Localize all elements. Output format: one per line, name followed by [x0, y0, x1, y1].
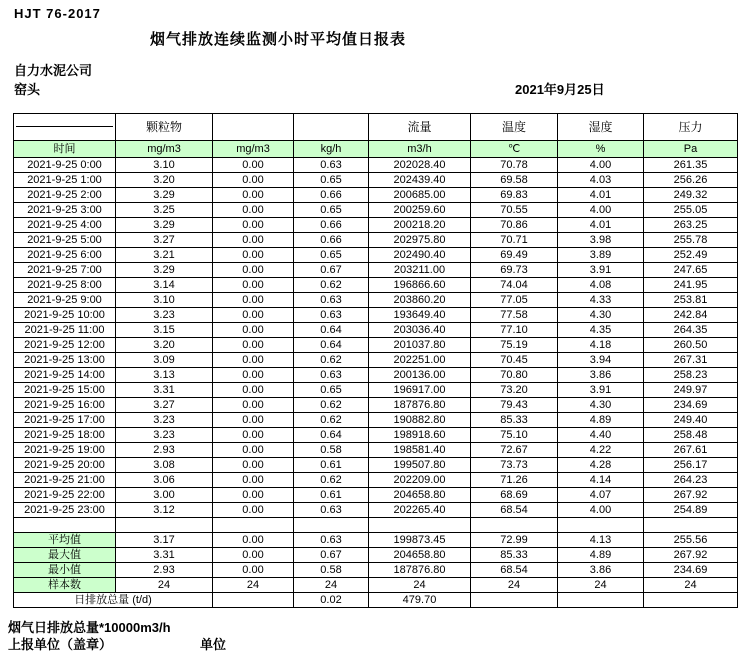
value-cell: 3.89	[558, 248, 644, 263]
value-cell: 187876.80	[369, 398, 471, 413]
value-cell: 70.80	[471, 368, 558, 383]
value-cell: 0.66	[294, 233, 369, 248]
value-cell: 4.28	[558, 458, 644, 473]
col-group-empty-2	[294, 114, 369, 141]
value-cell: 0.62	[294, 398, 369, 413]
time-cell: 2021-9-25 17:00	[14, 413, 116, 428]
summary-label: 最小值	[14, 563, 116, 578]
summary-value-cell: 24	[471, 578, 558, 593]
value-cell: 196866.60	[369, 278, 471, 293]
table-row	[14, 458, 738, 473]
value-cell: 0.66	[294, 188, 369, 203]
time-cell: 2021-9-25 19:00	[14, 443, 116, 458]
report-title: 烟气排放连续监测小时平均值日报表	[150, 31, 407, 48]
value-cell: 0.00	[213, 338, 294, 353]
value-cell: 200218.20	[369, 218, 471, 233]
daily-total-row	[14, 593, 738, 608]
value-cell: 196917.00	[369, 383, 471, 398]
value-cell: 70.86	[471, 218, 558, 233]
time-cell: 2021-9-25 9:00	[14, 293, 116, 308]
value-cell: 3.13	[116, 368, 213, 383]
value-cell: 0.65	[294, 173, 369, 188]
summary-value-cell: 0.00	[213, 533, 294, 548]
value-cell: 267.92	[644, 488, 738, 503]
value-cell: 0.62	[294, 278, 369, 293]
summary-value-cell: 24	[294, 578, 369, 593]
value-cell: 75.19	[471, 338, 558, 353]
value-cell: 4.00	[558, 203, 644, 218]
monitoring-point: 窑头	[14, 82, 41, 97]
value-cell: 0.64	[294, 428, 369, 443]
value-cell: 77.10	[471, 323, 558, 338]
value-cell: 256.26	[644, 173, 738, 188]
summary-value-cell: 68.54	[471, 563, 558, 578]
table-row	[14, 368, 738, 383]
value-cell: 247.65	[644, 263, 738, 278]
time-cell: 2021-9-25 11:00	[14, 323, 116, 338]
value-cell: 263.25	[644, 218, 738, 233]
value-cell: 241.95	[644, 278, 738, 293]
time-cell: 2021-9-25 6:00	[14, 248, 116, 263]
col-group-temperature: 温度	[471, 114, 558, 141]
value-cell: 202028.40	[369, 158, 471, 173]
summary-value-cell: 24	[116, 578, 213, 593]
value-cell: 0.00	[213, 368, 294, 383]
value-cell: 234.69	[644, 398, 738, 413]
value-cell: 0.66	[294, 218, 369, 233]
value-cell: 267.31	[644, 353, 738, 368]
summary-value-cell: 85.33	[471, 548, 558, 563]
table-row	[14, 353, 738, 368]
value-cell: 4.00	[558, 158, 644, 173]
value-cell: 0.00	[213, 173, 294, 188]
value-cell: 256.17	[644, 458, 738, 473]
value-cell: 3.91	[558, 263, 644, 278]
col-group-particulate: 颗粒物	[116, 114, 213, 141]
value-cell: 69.73	[471, 263, 558, 278]
value-cell: 3.09	[116, 353, 213, 368]
summary-value-cell: 4.13	[558, 533, 644, 548]
summary-value-cell: 0.63	[294, 533, 369, 548]
value-cell: 3.06	[116, 473, 213, 488]
summary-value-cell: 4.89	[558, 548, 644, 563]
value-cell: 69.83	[471, 188, 558, 203]
value-cell: 68.54	[471, 503, 558, 518]
time-cell: 2021-9-25 10:00	[14, 308, 116, 323]
table-row	[14, 278, 738, 293]
table-row	[14, 173, 738, 188]
summary-label: 样本数	[14, 578, 116, 593]
table-row	[14, 248, 738, 263]
value-cell: 3.23	[116, 428, 213, 443]
value-cell: 0.00	[213, 218, 294, 233]
value-cell: 253.81	[644, 293, 738, 308]
table-row	[14, 323, 738, 338]
summary-value-cell: 204658.80	[369, 548, 471, 563]
table-row	[14, 263, 738, 278]
value-cell: 4.01	[558, 218, 644, 233]
time-cell: 2021-9-25 8:00	[14, 278, 116, 293]
table-row	[14, 428, 738, 443]
flow-total-note: 烟气日排放总量*10000m3/h	[8, 620, 171, 635]
value-cell: 77.58	[471, 308, 558, 323]
value-cell: 0.00	[213, 473, 294, 488]
value-cell: 3.21	[116, 248, 213, 263]
value-cell: 249.97	[644, 383, 738, 398]
unit-label: 单位	[200, 637, 227, 652]
value-cell: 242.84	[644, 308, 738, 323]
time-cell: 2021-9-25 1:00	[14, 173, 116, 188]
table-row	[14, 503, 738, 518]
value-cell: 0.65	[294, 203, 369, 218]
time-cell: 2021-9-25 5:00	[14, 233, 116, 248]
value-cell: 267.61	[644, 443, 738, 458]
value-cell: 4.35	[558, 323, 644, 338]
value-cell: 4.08	[558, 278, 644, 293]
value-cell: 260.50	[644, 338, 738, 353]
summary-row	[14, 578, 738, 593]
value-cell: 4.07	[558, 488, 644, 503]
value-cell: 0.00	[213, 293, 294, 308]
time-cell: 2021-9-25 21:00	[14, 473, 116, 488]
value-cell: 3.15	[116, 323, 213, 338]
table-row	[14, 203, 738, 218]
col-group-flow: 流量	[369, 114, 471, 141]
corner-cell	[14, 114, 116, 141]
time-cell: 2021-9-25 16:00	[14, 398, 116, 413]
value-cell: 203211.00	[369, 263, 471, 278]
value-cell: 71.26	[471, 473, 558, 488]
value-cell: 254.89	[644, 503, 738, 518]
value-cell: 202975.80	[369, 233, 471, 248]
summary-value-cell: 72.99	[471, 533, 558, 548]
col-header-mgm3-2: mg/m3	[213, 141, 294, 158]
summary-value-cell: 24	[369, 578, 471, 593]
col-header-celsius: ℃	[471, 141, 558, 158]
daily-total-value-cell	[213, 593, 294, 608]
value-cell: 0.64	[294, 323, 369, 338]
value-cell: 0.63	[294, 293, 369, 308]
col-header-time: 时间	[14, 141, 116, 158]
time-cell: 2021-9-25 23:00	[14, 503, 116, 518]
summary-label: 平均值	[14, 533, 116, 548]
table-row	[14, 338, 738, 353]
value-cell: 0.00	[213, 203, 294, 218]
value-cell: 3.98	[558, 233, 644, 248]
value-cell: 69.49	[471, 248, 558, 263]
summary-value-cell: 0.00	[213, 548, 294, 563]
value-cell: 198581.40	[369, 443, 471, 458]
empty-cell	[14, 518, 116, 533]
value-cell: 204658.80	[369, 488, 471, 503]
empty-cell	[558, 518, 644, 533]
value-cell: 3.29	[116, 188, 213, 203]
empty-cell	[644, 518, 738, 533]
value-cell: 199507.80	[369, 458, 471, 473]
summary-value-cell: 3.31	[116, 548, 213, 563]
empty-cell	[369, 518, 471, 533]
time-cell: 2021-9-25 2:00	[14, 188, 116, 203]
col-group-empty-1	[213, 114, 294, 141]
time-cell: 2021-9-25 12:00	[14, 338, 116, 353]
empty-cell	[116, 518, 213, 533]
value-cell: 4.30	[558, 308, 644, 323]
value-cell: 77.05	[471, 293, 558, 308]
value-cell: 0.00	[213, 443, 294, 458]
value-cell: 0.00	[213, 233, 294, 248]
col-header-pa: Pa	[644, 141, 738, 158]
summary-value-cell: 24	[213, 578, 294, 593]
value-cell: 261.35	[644, 158, 738, 173]
value-cell: 70.71	[471, 233, 558, 248]
value-cell: 264.23	[644, 473, 738, 488]
unit-header-row	[14, 141, 738, 158]
time-cell: 2021-9-25 22:00	[14, 488, 116, 503]
table-row	[14, 473, 738, 488]
summary-value-cell: 3.86	[558, 563, 644, 578]
table-row	[14, 413, 738, 428]
value-cell: 3.31	[116, 383, 213, 398]
value-cell: 68.69	[471, 488, 558, 503]
value-cell: 0.62	[294, 353, 369, 368]
value-cell: 69.58	[471, 173, 558, 188]
value-cell: 0.62	[294, 473, 369, 488]
value-cell: 73.73	[471, 458, 558, 473]
time-cell: 2021-9-25 3:00	[14, 203, 116, 218]
value-cell: 0.58	[294, 443, 369, 458]
col-group-pressure: 压力	[644, 114, 738, 141]
value-cell: 190882.80	[369, 413, 471, 428]
time-cell: 2021-9-25 4:00	[14, 218, 116, 233]
value-cell: 70.78	[471, 158, 558, 173]
table-row	[14, 443, 738, 458]
value-cell: 0.62	[294, 413, 369, 428]
table-row	[14, 233, 738, 248]
summary-row	[14, 563, 738, 578]
value-cell: 4.01	[558, 188, 644, 203]
time-cell: 2021-9-25 13:00	[14, 353, 116, 368]
value-cell: 4.18	[558, 338, 644, 353]
table-row	[14, 308, 738, 323]
summary-value-cell: 255.56	[644, 533, 738, 548]
value-cell: 3.25	[116, 203, 213, 218]
summary-value-cell: 0.67	[294, 548, 369, 563]
table-row	[14, 158, 738, 173]
summary-value-cell: 24	[558, 578, 644, 593]
value-cell: 0.00	[213, 308, 294, 323]
value-cell: 258.48	[644, 428, 738, 443]
time-cell: 2021-9-25 0:00	[14, 158, 116, 173]
value-cell: 4.30	[558, 398, 644, 413]
value-cell: 255.05	[644, 203, 738, 218]
value-cell: 0.00	[213, 158, 294, 173]
value-cell: 0.00	[213, 323, 294, 338]
value-cell: 0.64	[294, 338, 369, 353]
value-cell: 4.03	[558, 173, 644, 188]
value-cell: 202251.00	[369, 353, 471, 368]
col-header-mgm3-1: mg/m3	[116, 141, 213, 158]
value-cell: 0.00	[213, 353, 294, 368]
value-cell: 0.65	[294, 248, 369, 263]
table-row	[14, 398, 738, 413]
value-cell: 249.40	[644, 413, 738, 428]
summary-value-cell: 3.17	[116, 533, 213, 548]
value-cell: 0.63	[294, 503, 369, 518]
time-cell: 2021-9-25 14:00	[14, 368, 116, 383]
value-cell: 3.20	[116, 338, 213, 353]
value-cell: 202209.00	[369, 473, 471, 488]
col-header-percent: %	[558, 141, 644, 158]
summary-value-cell: 0.00	[213, 563, 294, 578]
empty-cell	[294, 518, 369, 533]
summary-value-cell: 24	[644, 578, 738, 593]
summary-value-cell: 0.58	[294, 563, 369, 578]
value-cell: 0.00	[213, 488, 294, 503]
value-cell: 200136.00	[369, 368, 471, 383]
value-cell: 0.00	[213, 278, 294, 293]
value-cell: 203036.40	[369, 323, 471, 338]
summary-value-cell: 267.92	[644, 548, 738, 563]
empty-cell	[213, 518, 294, 533]
col-header-m3h: m3/h	[369, 141, 471, 158]
value-cell: 202439.40	[369, 173, 471, 188]
value-cell: 0.00	[213, 398, 294, 413]
table-row	[14, 488, 738, 503]
company-name: 自力水泥公司	[14, 63, 93, 78]
value-cell: 2.93	[116, 443, 213, 458]
summary-value-cell: 187876.80	[369, 563, 471, 578]
value-cell: 3.91	[558, 383, 644, 398]
value-cell: 0.00	[213, 503, 294, 518]
col-group-humidity: 湿度	[558, 114, 644, 141]
value-cell: 3.08	[116, 458, 213, 473]
value-cell: 0.63	[294, 158, 369, 173]
value-cell: 258.23	[644, 368, 738, 383]
value-cell: 73.20	[471, 383, 558, 398]
value-cell: 3.27	[116, 398, 213, 413]
value-cell: 85.33	[471, 413, 558, 428]
summary-row	[14, 548, 738, 563]
value-cell: 0.00	[213, 413, 294, 428]
value-cell: 3.94	[558, 353, 644, 368]
daily-total-value-cell: 479.70	[369, 593, 471, 608]
value-cell: 3.29	[116, 263, 213, 278]
daily-total-value-cell	[558, 593, 644, 608]
value-cell: 4.33	[558, 293, 644, 308]
value-cell: 74.04	[471, 278, 558, 293]
value-cell: 3.10	[116, 293, 213, 308]
daily-total-value-cell	[644, 593, 738, 608]
value-cell: 193649.40	[369, 308, 471, 323]
time-cell: 2021-9-25 7:00	[14, 263, 116, 278]
value-cell: 4.14	[558, 473, 644, 488]
daily-total-value-cell: 0.02	[294, 593, 369, 608]
report-date: 2021年9月25日	[515, 82, 605, 97]
reporting-unit-label: 上报单位（盖章）	[8, 637, 113, 652]
report-table	[13, 113, 738, 608]
table-row	[14, 218, 738, 233]
value-cell: 72.67	[471, 443, 558, 458]
table-row	[14, 383, 738, 398]
value-cell: 202490.40	[369, 248, 471, 263]
value-cell: 264.35	[644, 323, 738, 338]
value-cell: 0.00	[213, 428, 294, 443]
value-cell: 4.00	[558, 503, 644, 518]
value-cell: 0.61	[294, 458, 369, 473]
value-cell: 249.32	[644, 188, 738, 203]
table-row	[14, 293, 738, 308]
value-cell: 203860.20	[369, 293, 471, 308]
value-cell: 3.12	[116, 503, 213, 518]
group-header-row	[14, 114, 738, 141]
summary-value-cell: 2.93	[116, 563, 213, 578]
time-cell: 2021-9-25 15:00	[14, 383, 116, 398]
summary-value-cell: 199873.45	[369, 533, 471, 548]
value-cell: 0.00	[213, 383, 294, 398]
value-cell: 4.22	[558, 443, 644, 458]
value-cell: 75.10	[471, 428, 558, 443]
value-cell: 3.14	[116, 278, 213, 293]
value-cell: 3.23	[116, 413, 213, 428]
value-cell: 3.29	[116, 218, 213, 233]
value-cell: 0.00	[213, 248, 294, 263]
value-cell: 202265.40	[369, 503, 471, 518]
time-cell: 2021-9-25 20:00	[14, 458, 116, 473]
value-cell: 3.20	[116, 173, 213, 188]
value-cell: 201037.80	[369, 338, 471, 353]
value-cell: 3.27	[116, 233, 213, 248]
value-cell: 3.86	[558, 368, 644, 383]
empty-cell	[471, 518, 558, 533]
value-cell: 252.49	[644, 248, 738, 263]
value-cell: 0.63	[294, 368, 369, 383]
value-cell: 3.23	[116, 308, 213, 323]
value-cell: 0.61	[294, 488, 369, 503]
value-cell: 4.89	[558, 413, 644, 428]
table-row	[14, 188, 738, 203]
value-cell: 70.45	[471, 353, 558, 368]
value-cell: 4.40	[558, 428, 644, 443]
standard-code: HJT 76-2017	[14, 6, 101, 21]
col-header-kgh: kg/h	[294, 141, 369, 158]
value-cell: 0.63	[294, 308, 369, 323]
value-cell: 0.65	[294, 383, 369, 398]
summary-value-cell: 234.69	[644, 563, 738, 578]
summary-row	[14, 533, 738, 548]
value-cell: 198918.60	[369, 428, 471, 443]
value-cell: 0.00	[213, 263, 294, 278]
daily-total-label: 日排放总量 (t/d)	[14, 593, 213, 608]
value-cell: 255.78	[644, 233, 738, 248]
value-cell: 79.43	[471, 398, 558, 413]
value-cell: 3.10	[116, 158, 213, 173]
spacer-row	[14, 518, 738, 533]
value-cell: 3.00	[116, 488, 213, 503]
time-cell: 2021-9-25 18:00	[14, 428, 116, 443]
value-cell: 0.67	[294, 263, 369, 278]
value-cell: 200685.00	[369, 188, 471, 203]
summary-label: 最大值	[14, 548, 116, 563]
value-cell: 70.55	[471, 203, 558, 218]
value-cell: 200259.60	[369, 203, 471, 218]
daily-total-value-cell	[471, 593, 558, 608]
value-cell: 0.00	[213, 458, 294, 473]
value-cell: 0.00	[213, 188, 294, 203]
